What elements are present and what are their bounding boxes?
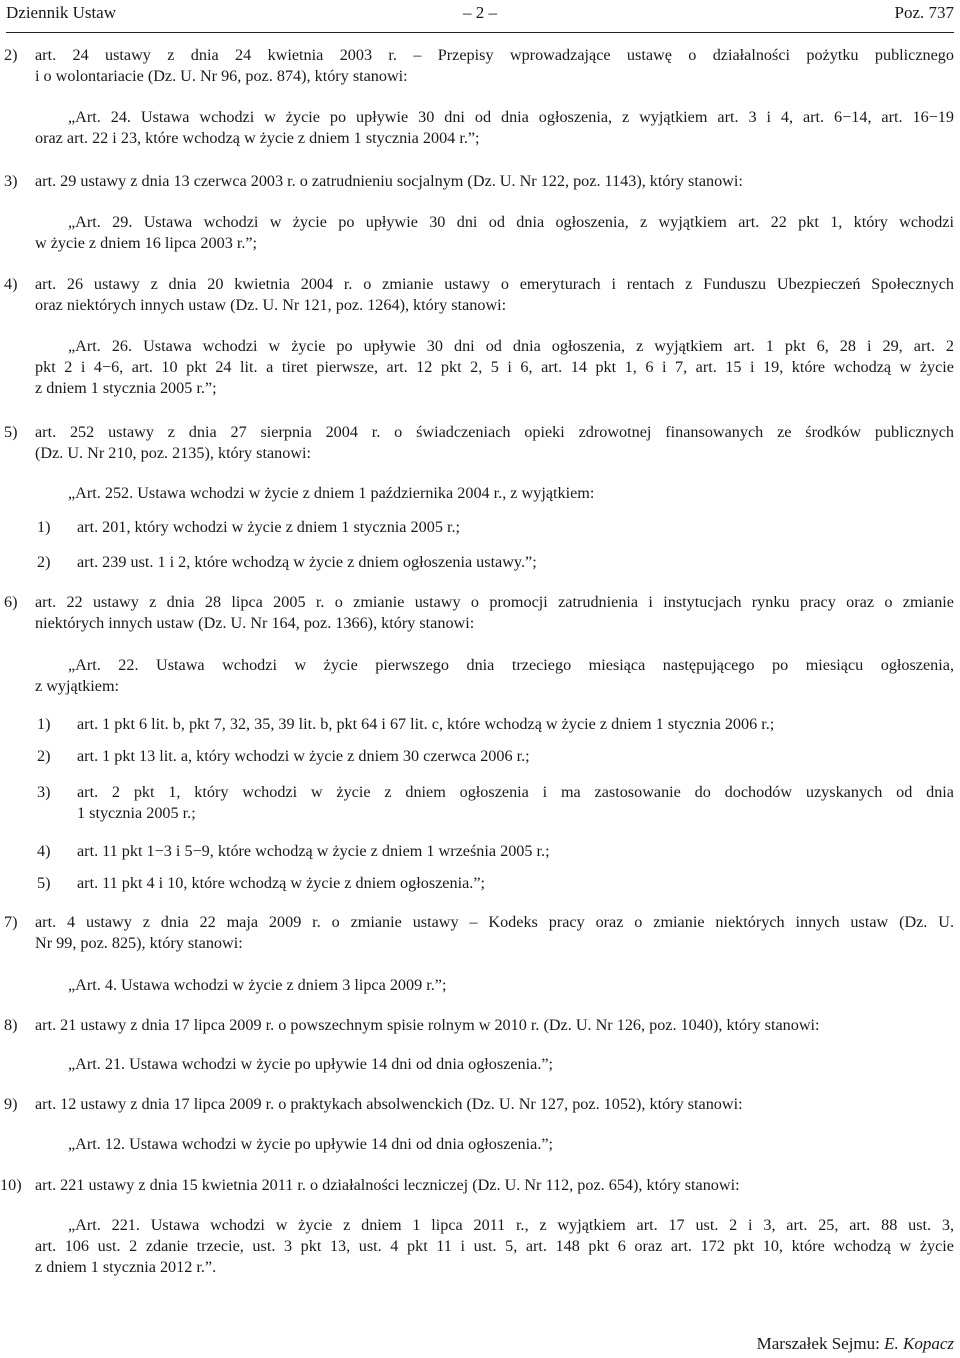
item-text: art. 21 ustawy z dnia 17 lipca 2009 r. o powszechnym spisie rolnym w 2010 r. (Dz. U. Nr 126, poz. 1040), który stanowi: [35, 1016, 820, 1034]
sub-item-text: art. 11 pkt 1−3 i 5−9, które wchodzą w życie z dniem 1 września 2005 r.; [77, 842, 550, 860]
sub-item-number: 2) [37, 553, 51, 571]
quoted-provision: art. 106 ust. 2 zdanie trzecie, ust. 3 pkt 13, ust. 4 pkt 11 i ust. 5, art. 148 pkt 6 oraz art. 172 pkt 10, które wchodzą w życie [35, 1237, 954, 1255]
item-text: art. 22 ustawy z dnia 28 lipca 2005 r. o zmianie ustawy o promocji zatrudnienia i instytucjach rynku pracy oraz o zmianie [35, 593, 954, 611]
signature-label: Marszałek Sejmu: [756, 1334, 880, 1353]
page-number: – 2 – [463, 3, 497, 22]
item-number: 10) [0, 1176, 22, 1194]
sub-item-number: 1) [37, 715, 51, 733]
quoted-provision: „Art. 26. Ustawa wchodzi w życie po upływie 30 dni od dnia ogłoszenia, z wyjątkiem art. 1 pkt 6, 28 i 29, art. 2 [68, 337, 954, 355]
sub-item-text: art. 239 ust. 1 i 2, które wchodzą w życie z dniem ogłoszenia ustawy.”; [77, 553, 537, 571]
sub-item-text: art. 1 pkt 13 lit. a, który wchodzi w życie z dniem 30 czerwca 2006 r.; [77, 747, 530, 765]
item-number: 9) [4, 1095, 18, 1113]
item-text: oraz niektórych innych ustaw (Dz. U. Nr 121, poz. 1264), który stanowi: [35, 296, 507, 314]
sub-item-text: art. 201, który wchodzi w życie z dniem 1 stycznia 2005 r.; [77, 518, 460, 536]
quoted-provision: „Art. 29. Ustawa wchodzi w życie po upływie 30 dni od dnia ogłoszenia, z wyjątkiem art. 22 pkt 1, który wchodzi [68, 213, 954, 231]
item-text: art. 252 ustawy z dnia 27 sierpnia 2004 r. o świadczeniach opieki zdrowotnej finansowanych ze środków publicznych [35, 423, 954, 441]
item-text: i o wolontariacie (Dz. U. Nr 96, poz. 874), który stanowi: [35, 67, 408, 85]
quoted-provision: pkt 2 i 4−6, art. 10 pkt 24 lit. a tiret pierwsze, art. 12 pkt 2, 5 i 6, art. 14 pkt 1, 6 i 7, art. 15 i 19, które wchodzą w życie [35, 358, 954, 376]
quoted-provision: w życie z dniem 16 lipca 2003 r.”; [35, 234, 258, 252]
sub-item-text: art. 11 pkt 4 i 10, które wchodzą w życie z dniem ogłoszenia.”; [77, 874, 485, 892]
sub-item-number: 4) [37, 842, 51, 860]
signature [757, 1334, 954, 1354]
quoted-provision: „Art. 221. Ustawa wchodzi w życie z dniem 1 lipca 2011 r., z wyjątkiem art. 17 ust. 2 i 3, art. 25, art. 88 ust. 3, [68, 1216, 954, 1234]
sub-item-text: art. 1 pkt 6 lit. b, pkt 7, 32, 35, 39 lit. b, pkt 64 i 67 lit. c, które wchodzą w życie z dniem 1 stycznia 2006 r.; [77, 715, 775, 733]
journal-title: Dziennik Ustaw [6, 3, 117, 22]
quoted-provision: z dniem 1 stycznia 2005 r.”; [35, 379, 217, 397]
sub-item-text: 1 stycznia 2005 r.; [77, 804, 196, 822]
quoted-provision: „Art. 12. Ustawa wchodzi w życie po upływie 14 dni od dnia ogłoszenia.”; [68, 1135, 554, 1153]
item-number: 6) [4, 593, 18, 611]
sub-item-text: art. 2 pkt 1, który wchodzi w życie z dniem ogłoszenia i ma zastosowanie do dochodów uzyskanych od dnia [77, 783, 954, 801]
sub-item-number: 1) [37, 518, 51, 536]
item-text: Nr 99, poz. 825), który stanowi: [35, 934, 243, 952]
item-text: niektórych innych ustaw (Dz. U. Nr 164, poz. 1366), który stanowi: [35, 614, 475, 632]
sub-item-number: 3) [37, 783, 51, 801]
item-text: art. 12 ustawy z dnia 17 lipca 2009 r. o praktykach absolwenckich (Dz. U. Nr 127, poz. 1052), który stanowi: [35, 1095, 743, 1113]
quoted-provision: „Art. 252. Ustawa wchodzi w życie z dniem 1 października 2004 r., z wyjątkiem: [68, 484, 595, 502]
item-text: (Dz. U. Nr 210, poz. 2135), który stanowi: [35, 444, 312, 462]
item-text: art. 26 ustawy z dnia 20 kwietnia 2004 r. o zmianie ustawy o emeryturach i rentach z Funduszu Ubezpieczeń Społecznych [35, 275, 954, 293]
quoted-provision: z dniem 1 stycznia 2012 r.”. [35, 1258, 217, 1276]
quoted-provision: „Art. 4. Ustawa wchodzi w życie z dniem 3 lipca 2009 r.”; [68, 976, 447, 994]
item-number: 4) [4, 275, 18, 293]
quoted-provision: z wyjątkiem: [35, 677, 120, 695]
item-text: art. 221 ustawy z dnia 15 kwietnia 2011 r. o działalności leczniczej (Dz. U. Nr 112, poz. 654), który stanowi: [35, 1176, 740, 1194]
sub-item-number: 2) [37, 747, 51, 765]
sub-item-number: 5) [37, 874, 51, 892]
quoted-provision: oraz art. 22 i 23, które wchodzą w życie z dniem 1 stycznia 2004 r.”; [35, 129, 480, 147]
item-text: art. 4 ustawy z dnia 22 maja 2009 r. o zmianie ustawy – Kodeks pracy oraz o zmianie niektórych innych ustaw (Dz. U. [35, 913, 954, 931]
quoted-provision: „Art. 22. Ustawa wchodzi w życie pierwszego dnia trzeciego miesiąca następującego po miesiącu ogłoszenia, [68, 656, 954, 674]
item-text: art. 24 ustawy z dnia 24 kwietnia 2003 r. – Przepisy wprowadzające ustawę o działalności pożytku publicznego [35, 46, 954, 64]
quoted-provision: „Art. 21. Ustawa wchodzi w życie po upływie 14 dni od dnia ogłoszenia.”; [68, 1055, 554, 1073]
position-number: Poz. 737 [894, 3, 954, 22]
item-number: 7) [4, 913, 18, 931]
item-number: 5) [4, 423, 18, 441]
item-text: art. 29 ustawy z dnia 13 czerwca 2003 r. o zatrudnieniu socjalnym (Dz. U. Nr 122, poz. 1143), który stanowi: [35, 172, 743, 190]
signature-name: E. Kopacz [884, 1334, 954, 1353]
item-number: 3) [4, 172, 18, 190]
quoted-provision: „Art. 24. Ustawa wchodzi w życie po upływie 30 dni od dnia ogłoszenia, z wyjątkiem art. 3 i 4, art. 6−14, art. 16−19 [68, 108, 954, 126]
item-number: 8) [4, 1016, 18, 1034]
item-number: 2) [4, 46, 18, 64]
